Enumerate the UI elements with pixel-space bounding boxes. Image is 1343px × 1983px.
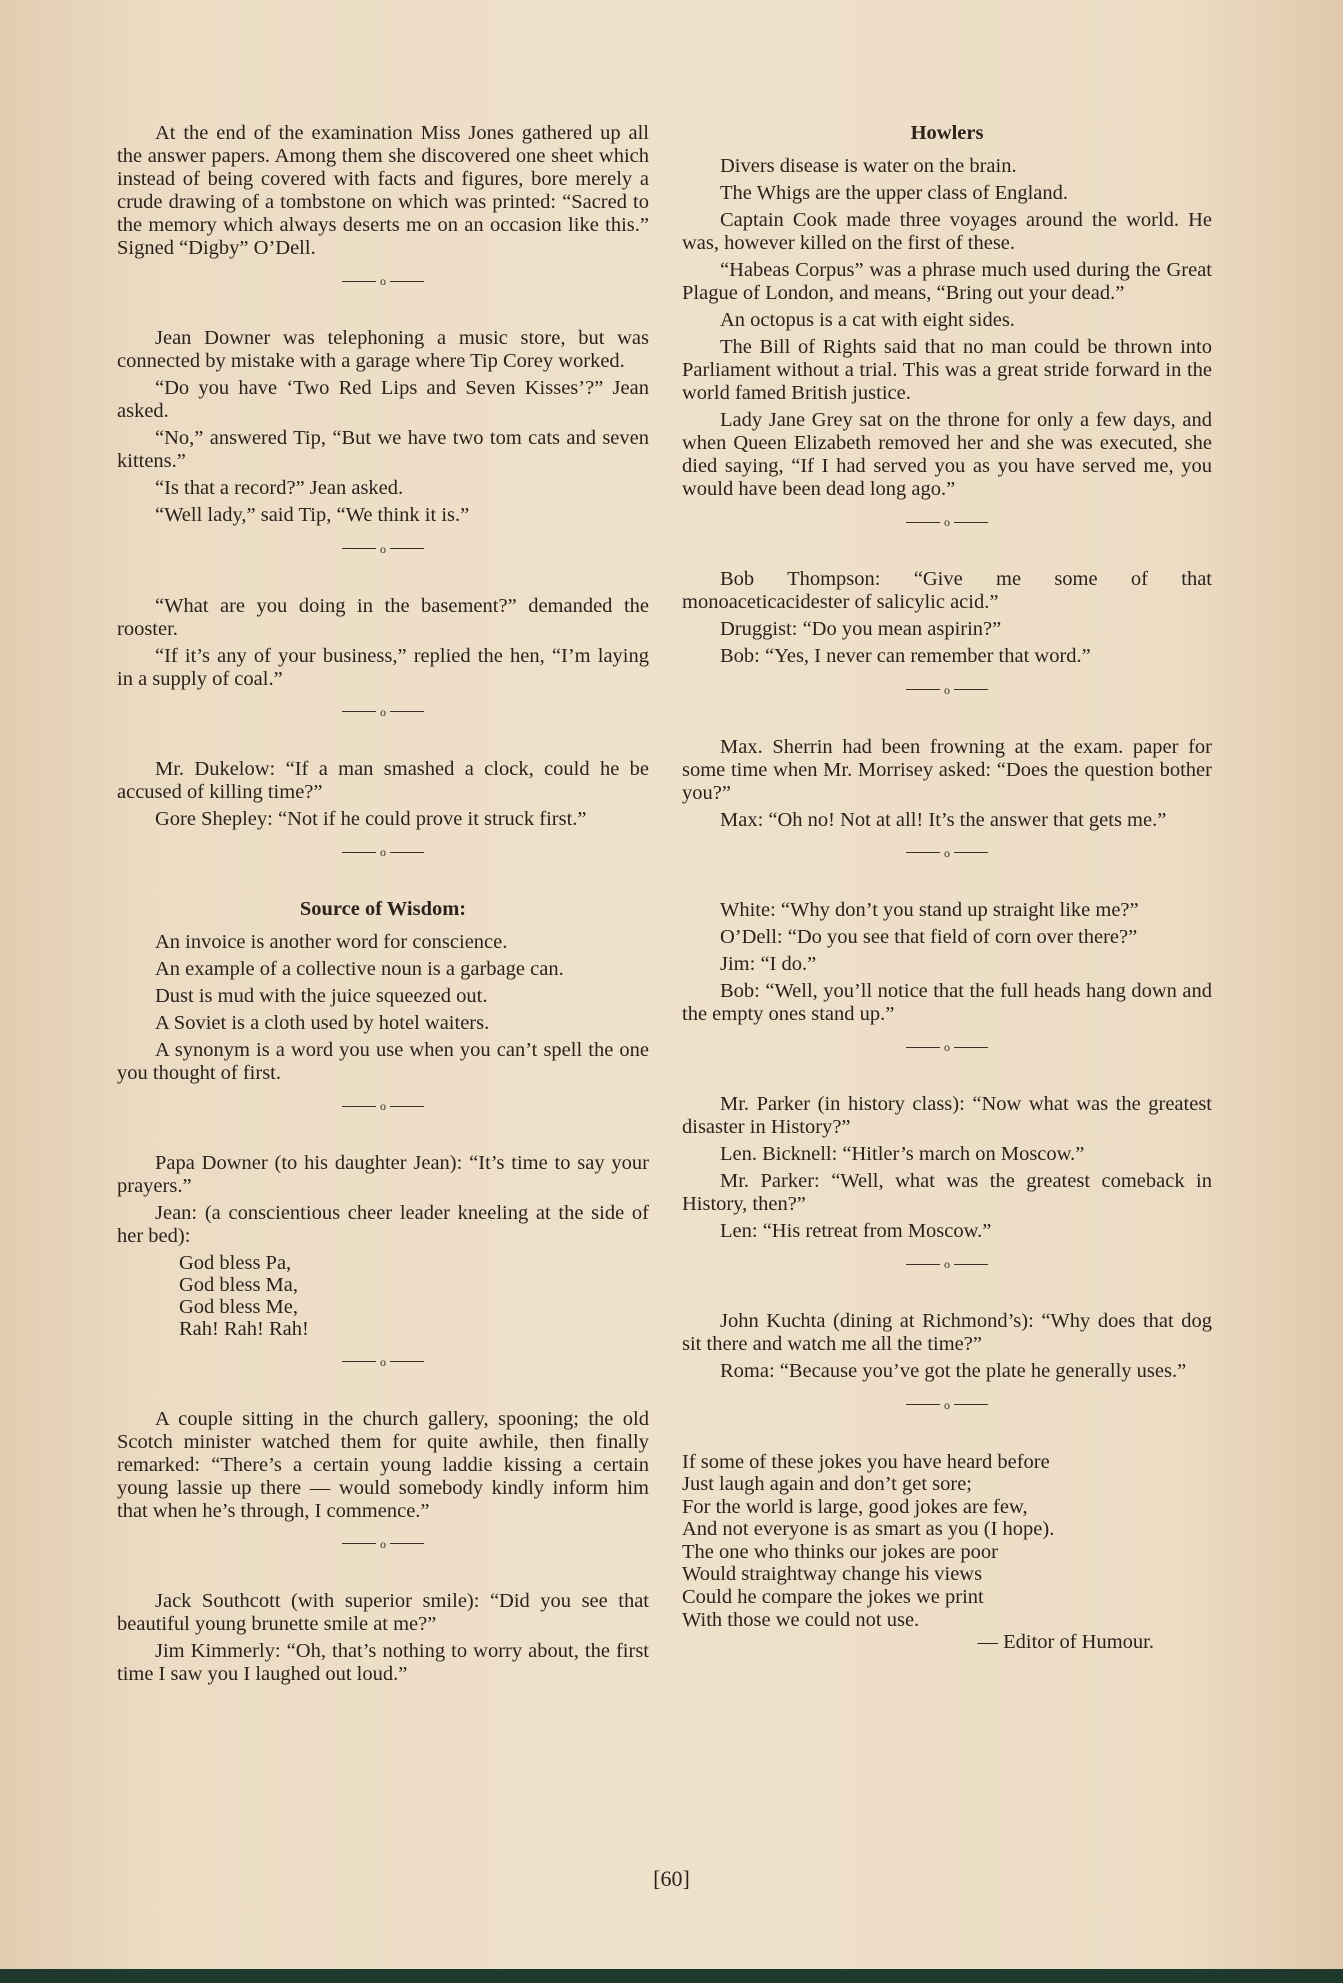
howler-item: Divers disease is water on the brain. [720, 155, 1017, 177]
separator: o [682, 1257, 1212, 1270]
joke-clock-line-1: Mr. Dukelow: “If a man smashed a clock, could he be accused of killing time?” [117, 757, 649, 803]
joke-record-line-3: “No,” answered Tip, “But we have two tom cats and seven kittens.” [117, 427, 649, 473]
joke-record-line-5: “Well lady,” said Tip, “We think it is.” [155, 504, 470, 527]
joke-dog-line-1: John Kuchta (dining at Richmond’s): “Why does that dog sit there and watch me all the time?” [682, 1310, 1212, 1356]
wisdom-item: An invoice is another word for conscience. [155, 931, 508, 953]
poem-line: If some of these jokes you have heard before [682, 1450, 1050, 1473]
joke-record-line-2: “Do you have ‘Two Red Lips and Seven Kisses’?” Jean asked. [117, 377, 649, 423]
joke-tombstone: At the end of the examination Miss Jones gathered up all the answer papers. Among them she discovered one sheet which instead of being covered with facts and figures, bore merely a crude drawing of a tombstone on which was printed: “Sacred to the memory which always deserts me on an occasion like this.” Signed “Digby” O’Dell. [117, 122, 649, 259]
separator: o [117, 541, 649, 554]
joke-moscow-line-2: Len. Bicknell: “Hitler’s march on Moscow.” [720, 1143, 1085, 1165]
howler-item: The Whigs are the upper class of England. [720, 182, 1069, 204]
joke-dog-line-2: Roma: “Because you’ve got the plate he generally uses.” [720, 1360, 1187, 1383]
joke-corn-line-1: White: “Why don’t you stand up straight like me?” [720, 898, 1139, 921]
separator: o [682, 682, 1212, 695]
section-heading-howlers: Howlers [910, 122, 984, 144]
separator: o [682, 846, 1212, 859]
joke-rooster-line-2: “If it’s any of your business,” replied the hen, “I’m laying in a supply of coal.” [117, 644, 649, 690]
joke-brunette-line-1: Jack Southcott (with superior smile): “Did you see that beautiful young brunette smile at me?” [117, 1589, 649, 1635]
poem-line: Just laugh again and don’t get sore; [682, 1473, 972, 1496]
joke-exam-line-1: Max. Sherrin had been frowning at the exam. paper for some time when Mr. Morrisey asked: “Does the question bother you?” [682, 735, 1212, 804]
joke-exam-line-2: Max: “Oh no! Not at all! It’s the answer that gets me.” [720, 808, 1167, 831]
joke-brunette-line-2: Jim Kimmerly: “Oh, that’s nothing to worry about, the first time I saw you I laughed out loud.” [117, 1639, 649, 1685]
verse-line: God bless Ma, [179, 1274, 299, 1297]
separator: o [682, 1397, 1212, 1410]
poem-line: With those we could not use. [682, 1608, 920, 1631]
joke-clock-line-2: Gore Shepley: “Not if he could prove it struck first.” [155, 807, 587, 830]
section-heading-wisdom: Source of Wisdom: [299, 898, 467, 920]
joke-rooster-line-1: “What are you doing in the basement?” demanded the rooster. [117, 594, 649, 640]
separator: o [117, 1099, 649, 1112]
separator: o [682, 515, 1212, 528]
wisdom-item: A Soviet is a cloth used by hotel waiters. [155, 1012, 490, 1034]
left-column [117, 122, 649, 1690]
verse-line: Rah! Rah! Rah! [179, 1318, 309, 1341]
joke-prayers-line-1: Papa Downer (to his daughter Jean): “It’s time to say your prayers.” [117, 1152, 649, 1198]
poem-line: Could he compare the jokes we print [682, 1586, 984, 1609]
poem-line: The one who thinks our jokes are poor [682, 1540, 998, 1563]
howler-item: “Habeas Corpus” was a phrase much used during the Great Plague of London, and means, “Bring out your dead.” [682, 259, 1212, 304]
closing-poem [682, 1451, 1212, 1654]
howler-item: Lady Jane Grey sat on the throne for only a few days, and when Queen Elizabeth removed her and she was executed, she died saying, “If I had served you as you have served me, you would have been dead long ago.” [682, 409, 1212, 500]
right-column [682, 122, 1212, 1654]
separator: o [117, 705, 649, 718]
wisdom-item: A synonym is a word you use when you can’t spell the one you thought of first. [117, 1039, 649, 1084]
poem-line: And not everyone is as smart as you (I hope). [682, 1518, 1055, 1541]
joke-record-line-1: Jean Downer was telephoning a music store, but was connected by mistake with a garage where Tip Corey worked. [117, 327, 649, 373]
joke-aspirin-line-2: Druggist: “Do you mean aspirin?” [720, 618, 1002, 641]
verse-line: God bless Me, [179, 1296, 299, 1319]
joke-corn-line-3: Jim: “I do.” [720, 952, 817, 975]
howler-item: Captain Cook made three voyages around the world. He was, however killed on the first of these. [682, 209, 1212, 254]
joke-church-gallery: A couple sitting in the church gallery, spooning; the old Scotch minister watched them for quite awhile, then finally remarked: “There’s a certain young laddie kissing a certain young lassie up there — would somebody kindly inform him that when he’s through, I commence.” [117, 1407, 649, 1522]
joke-moscow-line-3: Mr. Parker: “Well, what was the greatest comeback in History, then?” [682, 1170, 1212, 1215]
howler-item: An octopus is a cat with eight sides. [720, 309, 1015, 331]
separator: o [682, 1040, 1212, 1053]
wisdom-item: An example of a collective noun is a garbage can. [155, 958, 564, 980]
joke-moscow-line-1: Mr. Parker (in history class): “Now what was the greatest disaster in History?” [682, 1093, 1212, 1138]
wisdom-item: Dust is mud with the juice squeezed out. [155, 985, 488, 1007]
joke-corn-line-2: O’Dell: “Do you see that field of corn over there?” [720, 925, 1138, 948]
joke-aspirin-line-3: Bob: “Yes, I never can remember that word.” [720, 645, 1091, 668]
joke-prayers-line-2: Jean: (a conscientious cheer leader kneeling at the side of her bed): [117, 1202, 649, 1248]
prayer-verse [179, 1252, 649, 1340]
separator: o [117, 1354, 649, 1367]
editor-signature: — Editor of Humour. [977, 1631, 1154, 1654]
page-number: [60] [653, 1866, 690, 1891]
howler-item: The Bill of Rights said that no man could be thrown into Parliament without a trial. This was a great stride forward in the world famed British justice. [682, 336, 1212, 404]
poem-line: Would straightway change his views [682, 1563, 983, 1586]
joke-aspirin-line-1: Bob Thompson: “Give me some of that monoaceticacidester of salicylic acid.” [682, 568, 1212, 614]
joke-record-line-4: “Is that a record?” Jean asked. [155, 477, 404, 500]
poem-line: For the world is large, good jokes are few, [682, 1495, 1028, 1518]
joke-moscow-line-4: Len: “His retreat from Moscow.” [720, 1220, 992, 1242]
joke-corn-line-4: Bob: “Well, you’ll notice that the full heads hang down and the empty ones stand up.” [682, 979, 1212, 1025]
separator: o [117, 274, 649, 287]
separator: o [117, 845, 649, 858]
separator: o [117, 1537, 649, 1550]
verse-line: God bless Pa, [179, 1252, 292, 1275]
